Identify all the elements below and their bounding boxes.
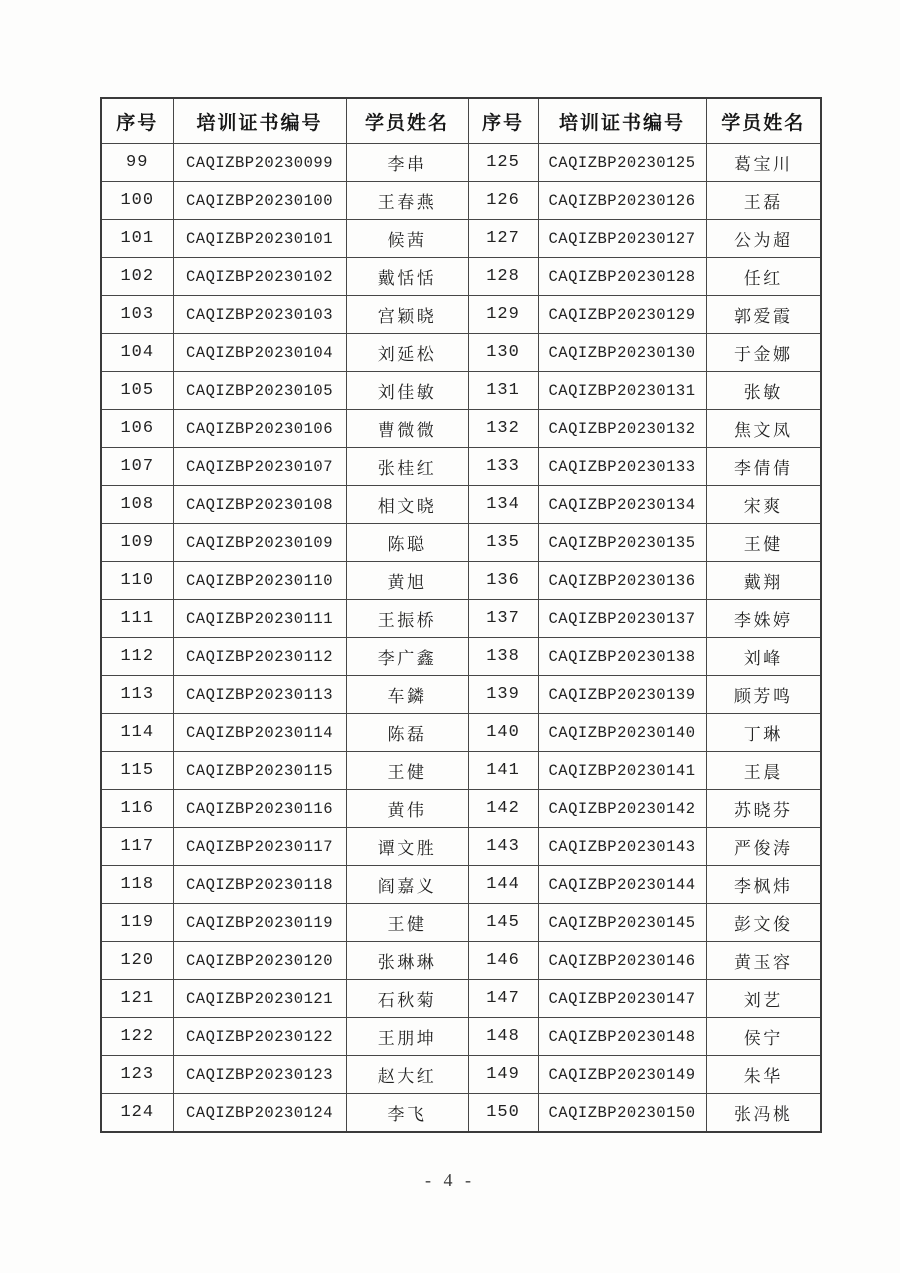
table-row: [101, 1056, 821, 1094]
serial-cell-right: 131: [468, 372, 538, 410]
name-cell-left: 李飞: [346, 1094, 468, 1133]
name-cell-left: 王健: [346, 904, 468, 942]
certificate-cell-left: CAQIZBP20230115: [173, 752, 346, 790]
name-cell-right: 王晨: [706, 752, 821, 790]
table-row: [101, 600, 821, 638]
certificate-cell-left: CAQIZBP20230120: [173, 942, 346, 980]
serial-cell-right: 143: [468, 828, 538, 866]
name-cell-right: 李枫炜: [706, 866, 821, 904]
serial-cell-right: 139: [468, 676, 538, 714]
serial-cell-left: 106: [101, 410, 173, 448]
certificate-cell-right: CAQIZBP20230130: [538, 334, 706, 372]
serial-cell-left: 104: [101, 334, 173, 372]
serial-cell-right: 138: [468, 638, 538, 676]
serial-cell-left: 109: [101, 524, 173, 562]
serial-cell-right: 148: [468, 1018, 538, 1056]
name-cell-right: 朱华: [706, 1056, 821, 1094]
name-cell-left: 戴恬恬: [346, 258, 468, 296]
name-cell-left: 黄伟: [346, 790, 468, 828]
name-cell-left: 石秋菊: [346, 980, 468, 1018]
serial-cell-left: 107: [101, 448, 173, 486]
serial-cell-right: 137: [468, 600, 538, 638]
page-number: - 4 -: [425, 1170, 475, 1190]
serial-cell-right: 145: [468, 904, 538, 942]
table-row: [101, 410, 821, 448]
name-cell-left: 黄旭: [346, 562, 468, 600]
name-cell-left: 王健: [346, 752, 468, 790]
serial-cell-left: 115: [101, 752, 173, 790]
serial-cell-left: 114: [101, 714, 173, 752]
name-cell-right: 刘峰: [706, 638, 821, 676]
column-header-serial-right: 序号: [468, 98, 538, 144]
serial-cell-right: 132: [468, 410, 538, 448]
serial-cell-right: 146: [468, 942, 538, 980]
certificate-cell-left: CAQIZBP20230100: [173, 182, 346, 220]
certificate-cell-right: CAQIZBP20230136: [538, 562, 706, 600]
name-cell-left: 王朋坤: [346, 1018, 468, 1056]
table-row: [101, 524, 821, 562]
name-cell-right: 焦文凤: [706, 410, 821, 448]
certificate-cell-right: CAQIZBP20230131: [538, 372, 706, 410]
certificate-cell-right: CAQIZBP20230141: [538, 752, 706, 790]
table-row: [101, 562, 821, 600]
name-cell-left: 张琳琳: [346, 942, 468, 980]
serial-cell-right: 126: [468, 182, 538, 220]
name-cell-right: 任红: [706, 258, 821, 296]
certificate-cell-right: CAQIZBP20230146: [538, 942, 706, 980]
roster-table: [100, 97, 822, 1133]
certificate-cell-right: CAQIZBP20230149: [538, 1056, 706, 1094]
table-row: [101, 258, 821, 296]
serial-cell-left: 121: [101, 980, 173, 1018]
certificate-cell-left: CAQIZBP20230101: [173, 220, 346, 258]
serial-cell-left: 111: [101, 600, 173, 638]
name-cell-left: 车鏻: [346, 676, 468, 714]
name-cell-left: 赵大红: [346, 1056, 468, 1094]
certificate-cell-left: CAQIZBP20230102: [173, 258, 346, 296]
name-cell-right: 刘艺: [706, 980, 821, 1018]
serial-cell-left: 113: [101, 676, 173, 714]
name-cell-left: 王振桥: [346, 600, 468, 638]
name-cell-left: 刘延松: [346, 334, 468, 372]
certificate-cell-right: CAQIZBP20230147: [538, 980, 706, 1018]
certificate-cell-left: CAQIZBP20230118: [173, 866, 346, 904]
certificate-cell-left: CAQIZBP20230119: [173, 904, 346, 942]
name-cell-right: 宋爽: [706, 486, 821, 524]
serial-cell-right: 150: [468, 1094, 538, 1133]
name-cell-left: 陈磊: [346, 714, 468, 752]
name-cell-right: 苏晓芬: [706, 790, 821, 828]
name-cell-left: 曹微微: [346, 410, 468, 448]
serial-cell-right: 134: [468, 486, 538, 524]
serial-cell-left: 100: [101, 182, 173, 220]
serial-cell-left: 110: [101, 562, 173, 600]
certificate-cell-left: CAQIZBP20230103: [173, 296, 346, 334]
serial-cell-left: 122: [101, 1018, 173, 1056]
serial-cell-right: 128: [468, 258, 538, 296]
table-header-row: [101, 98, 821, 144]
name-cell-right: 顾芳鸣: [706, 676, 821, 714]
name-cell-right: 严俊涛: [706, 828, 821, 866]
table-row: [101, 752, 821, 790]
certificate-cell-right: CAQIZBP20230128: [538, 258, 706, 296]
name-cell-right: 张敏: [706, 372, 821, 410]
certificate-cell-left: CAQIZBP20230109: [173, 524, 346, 562]
name-cell-right: 王健: [706, 524, 821, 562]
name-cell-left: 陈聪: [346, 524, 468, 562]
certificate-cell-right: CAQIZBP20230140: [538, 714, 706, 752]
certificate-cell-left: CAQIZBP20230110: [173, 562, 346, 600]
certificate-cell-left: CAQIZBP20230112: [173, 638, 346, 676]
certificate-cell-right: CAQIZBP20230137: [538, 600, 706, 638]
table-row: [101, 942, 821, 980]
name-cell-left: 相文晓: [346, 486, 468, 524]
serial-cell-right: 141: [468, 752, 538, 790]
table-body: [101, 144, 821, 1133]
certificate-cell-left: CAQIZBP20230108: [173, 486, 346, 524]
name-cell-left: 宫颖晓: [346, 296, 468, 334]
certificate-cell-left: CAQIZBP20230114: [173, 714, 346, 752]
serial-cell-left: 120: [101, 942, 173, 980]
table-row: [101, 334, 821, 372]
name-cell-right: 黄玉容: [706, 942, 821, 980]
serial-cell-right: 142: [468, 790, 538, 828]
table-row: [101, 866, 821, 904]
certificate-cell-left: CAQIZBP20230124: [173, 1094, 346, 1133]
serial-cell-left: 124: [101, 1094, 173, 1133]
certificate-cell-left: CAQIZBP20230121: [173, 980, 346, 1018]
table-row: [101, 182, 821, 220]
serial-cell-right: 149: [468, 1056, 538, 1094]
name-cell-right: 侯宁: [706, 1018, 821, 1056]
certificate-cell-right: CAQIZBP20230135: [538, 524, 706, 562]
certificate-cell-right: CAQIZBP20230127: [538, 220, 706, 258]
certificate-cell-right: CAQIZBP20230145: [538, 904, 706, 942]
table-row: [101, 638, 821, 676]
table-row: [101, 676, 821, 714]
certificate-cell-right: CAQIZBP20230126: [538, 182, 706, 220]
certificate-cell-left: CAQIZBP20230123: [173, 1056, 346, 1094]
serial-cell-right: 135: [468, 524, 538, 562]
serial-cell-left: 105: [101, 372, 173, 410]
name-cell-left: 张桂红: [346, 448, 468, 486]
table-row: [101, 372, 821, 410]
certificate-cell-left: CAQIZBP20230104: [173, 334, 346, 372]
table-row: [101, 486, 821, 524]
certificate-cell-right: CAQIZBP20230134: [538, 486, 706, 524]
serial-cell-left: 99: [101, 144, 173, 182]
serial-cell-right: 144: [468, 866, 538, 904]
serial-cell-right: 136: [468, 562, 538, 600]
serial-cell-right: 129: [468, 296, 538, 334]
name-cell-right: 张冯桃: [706, 1094, 821, 1133]
certificate-cell-right: CAQIZBP20230139: [538, 676, 706, 714]
name-cell-left: 李串: [346, 144, 468, 182]
table-row: [101, 714, 821, 752]
certificate-cell-right: CAQIZBP20230133: [538, 448, 706, 486]
serial-cell-left: 117: [101, 828, 173, 866]
serial-cell-right: 127: [468, 220, 538, 258]
certificate-cell-right: CAQIZBP20230138: [538, 638, 706, 676]
column-header-name-right: 学员姓名: [706, 98, 821, 144]
table-row: [101, 448, 821, 486]
table-row: [101, 828, 821, 866]
serial-cell-left: 103: [101, 296, 173, 334]
serial-cell-left: 119: [101, 904, 173, 942]
serial-cell-left: 108: [101, 486, 173, 524]
name-cell-left: 阎嘉义: [346, 866, 468, 904]
serial-cell-right: 147: [468, 980, 538, 1018]
certificate-cell-left: CAQIZBP20230113: [173, 676, 346, 714]
certificate-cell-left: CAQIZBP20230117: [173, 828, 346, 866]
serial-cell-left: 102: [101, 258, 173, 296]
name-cell-right: 于金娜: [706, 334, 821, 372]
name-cell-right: 李姝婷: [706, 600, 821, 638]
name-cell-right: 王磊: [706, 182, 821, 220]
table-row: [101, 296, 821, 334]
name-cell-right: 郭爱霞: [706, 296, 821, 334]
column-header-name-left: 学员姓名: [346, 98, 468, 144]
name-cell-left: 李广鑫: [346, 638, 468, 676]
table-row: [101, 144, 821, 182]
serial-cell-left: 123: [101, 1056, 173, 1094]
name-cell-right: 戴翔: [706, 562, 821, 600]
serial-cell-right: 133: [468, 448, 538, 486]
serial-cell-right: 140: [468, 714, 538, 752]
certificate-cell-right: CAQIZBP20230125: [538, 144, 706, 182]
certificate-cell-left: CAQIZBP20230116: [173, 790, 346, 828]
name-cell-left: 王春燕: [346, 182, 468, 220]
certificate-cell-left: CAQIZBP20230107: [173, 448, 346, 486]
table-row: [101, 790, 821, 828]
certificate-cell-right: CAQIZBP20230129: [538, 296, 706, 334]
name-cell-left: 候茜: [346, 220, 468, 258]
name-cell-right: 葛宝川: [706, 144, 821, 182]
serial-cell-right: 125: [468, 144, 538, 182]
serial-cell-left: 101: [101, 220, 173, 258]
table-row: [101, 1018, 821, 1056]
certificate-cell-right: CAQIZBP20230144: [538, 866, 706, 904]
certificate-cell-left: CAQIZBP20230106: [173, 410, 346, 448]
table-row: [101, 904, 821, 942]
serial-cell-left: 112: [101, 638, 173, 676]
certificate-cell-left: CAQIZBP20230111: [173, 600, 346, 638]
certificate-cell-left: CAQIZBP20230122: [173, 1018, 346, 1056]
certificate-cell-right: CAQIZBP20230143: [538, 828, 706, 866]
column-header-serial-left: 序号: [101, 98, 173, 144]
column-header-certificate-right: 培训证书编号: [538, 98, 706, 144]
name-cell-left: 谭文胜: [346, 828, 468, 866]
certificate-cell-right: CAQIZBP20230142: [538, 790, 706, 828]
name-cell-right: 公为超: [706, 220, 821, 258]
name-cell-left: 刘佳敏: [346, 372, 468, 410]
certificate-cell-left: CAQIZBP20230105: [173, 372, 346, 410]
serial-cell-left: 118: [101, 866, 173, 904]
certificate-cell-left: CAQIZBP20230099: [173, 144, 346, 182]
certificate-cell-right: CAQIZBP20230132: [538, 410, 706, 448]
column-header-certificate-left: 培训证书编号: [173, 98, 346, 144]
serial-cell-right: 130: [468, 334, 538, 372]
certificate-cell-right: CAQIZBP20230150: [538, 1094, 706, 1133]
serial-cell-left: 116: [101, 790, 173, 828]
name-cell-right: 李倩倩: [706, 448, 821, 486]
name-cell-right: 彭文俊: [706, 904, 821, 942]
table-row: [101, 220, 821, 258]
certificate-cell-right: CAQIZBP20230148: [538, 1018, 706, 1056]
name-cell-right: 丁琳: [706, 714, 821, 752]
table-row: [101, 1094, 821, 1133]
table-row: [101, 980, 821, 1018]
